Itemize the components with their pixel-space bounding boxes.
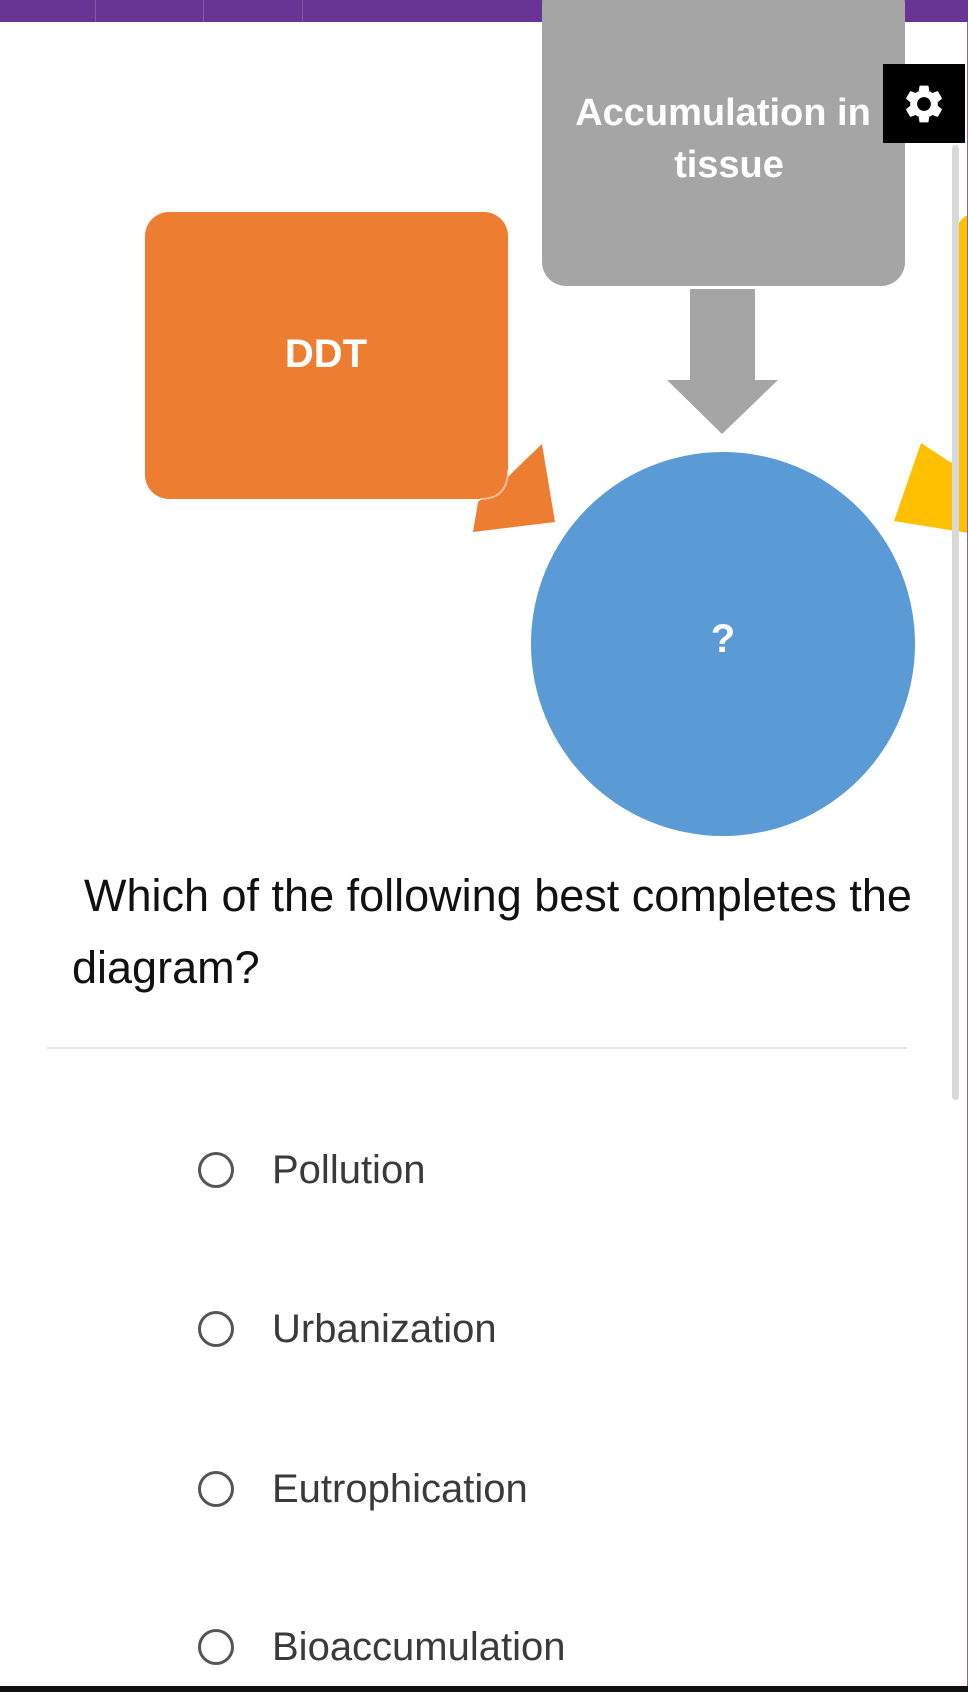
answer-option-eutrophication[interactable] xyxy=(198,1459,898,1519)
diagram-node-center-label: ? xyxy=(710,617,736,661)
diagram-node-center xyxy=(531,452,915,836)
radio-button[interactable] xyxy=(198,1152,234,1188)
answer-option-pollution[interactable] xyxy=(198,1140,898,1200)
answer-option-label: Eutrophication xyxy=(272,1466,528,1511)
scrollbar-thumb[interactable] xyxy=(952,145,959,1100)
diagram-node-left-label: DDT xyxy=(284,332,368,376)
diagram-arrow-down xyxy=(667,289,778,434)
diagram-node-top xyxy=(542,0,905,286)
answer-option-urbanization[interactable] xyxy=(198,1299,898,1359)
gear-icon xyxy=(901,81,947,127)
bottom-nav-strip xyxy=(0,1686,968,1692)
radio-button[interactable] xyxy=(198,1629,234,1665)
answer-option-bioaccumulation[interactable] xyxy=(198,1617,898,1677)
diagram-node-left xyxy=(145,212,508,499)
answer-option-label: Urbanization xyxy=(272,1306,497,1351)
answer-option-label: Bioaccumulation xyxy=(272,1624,566,1669)
radio-button[interactable] xyxy=(198,1311,234,1347)
answer-option-label: Pollution xyxy=(272,1147,426,1192)
divider xyxy=(47,1047,907,1049)
diagram-node-top-label-line1: Accumulation in xyxy=(575,92,871,134)
radio-button[interactable] xyxy=(198,1471,234,1507)
question-text: Which of the following best completes the diagram? xyxy=(72,870,912,993)
settings-button[interactable] xyxy=(883,64,965,143)
diagram-node-top-label-line2: tissue xyxy=(674,144,784,186)
